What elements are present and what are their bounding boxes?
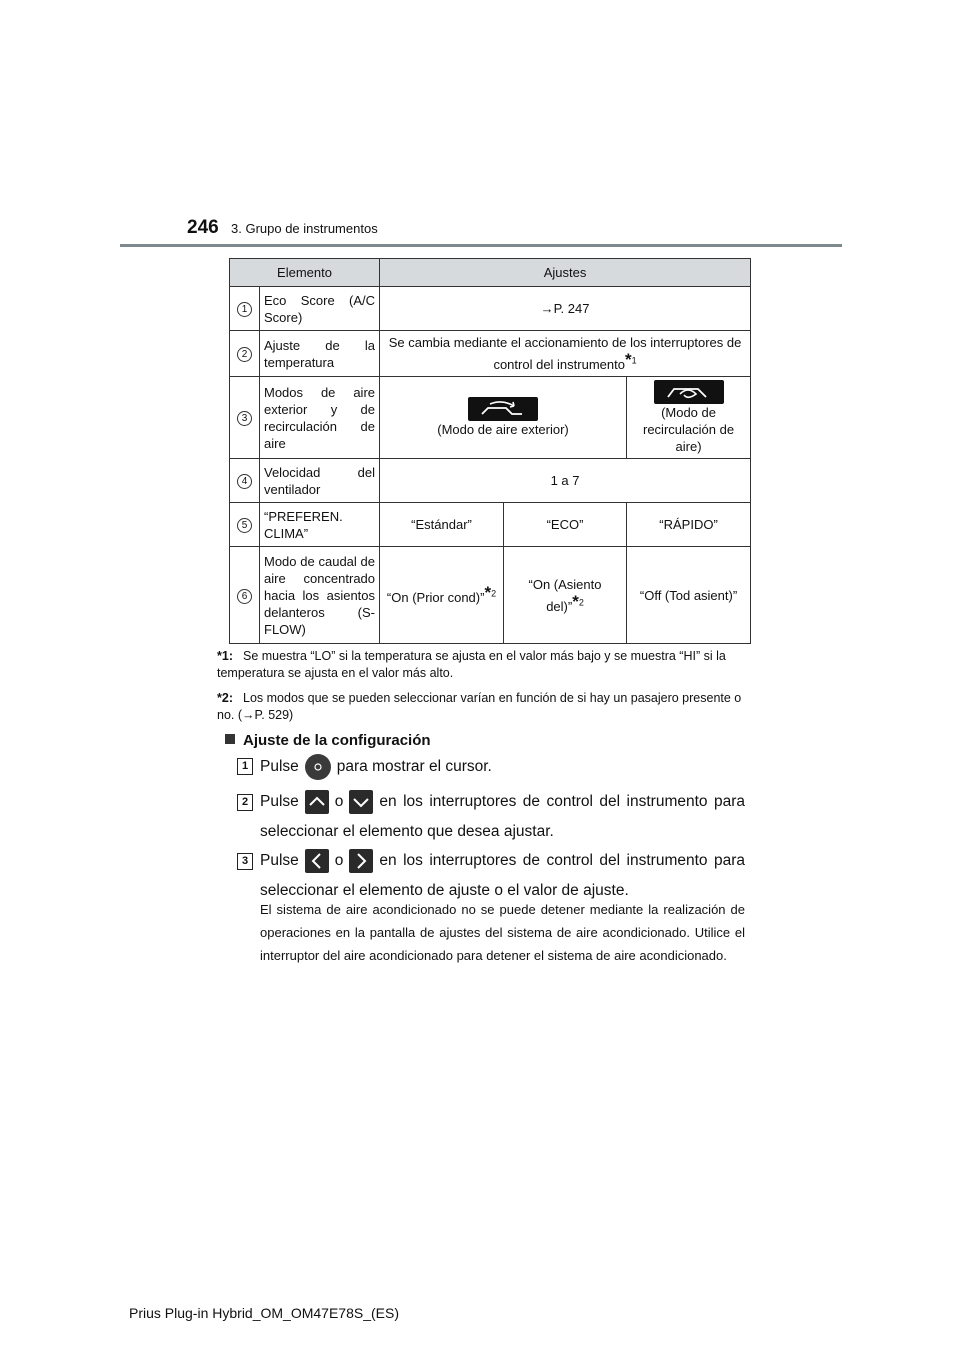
- table-header-row: [230, 259, 751, 287]
- row-number: 6: [237, 589, 252, 604]
- page-reference: P. 247: [553, 301, 590, 316]
- page-number: 246: [187, 217, 219, 238]
- setting-cell: 1 a 7: [380, 459, 751, 503]
- row-number: 5: [237, 518, 252, 533]
- table-row: [230, 503, 751, 547]
- element-cell: Ajuste de la temperatura: [260, 331, 380, 377]
- column-header-element: Elemento: [230, 259, 380, 287]
- procedure-title: Ajuste de la configuración: [243, 732, 431, 749]
- step-2: [260, 787, 745, 847]
- arrow-right-icon: →: [540, 301, 554, 316]
- step-text: Pulse: [260, 852, 299, 869]
- table-row: [230, 287, 751, 331]
- header-divider: [120, 244, 842, 247]
- row-number: 2: [237, 347, 252, 362]
- section-title: 3. Grupo de instrumentos: [231, 221, 378, 236]
- ok-button-icon: [305, 754, 331, 780]
- manual-id: Prius Plug-in Hybrid_OM_OM47E78S_(ES): [129, 1305, 399, 1321]
- element-cell: “PREFEREN. CLIMA”: [260, 503, 380, 547]
- footnote-mark: *2:: [217, 691, 233, 705]
- setting-option: “ECO”: [504, 503, 627, 547]
- footnote-star: *: [484, 583, 492, 602]
- procedure-heading: [225, 732, 431, 749]
- row-number: 1: [237, 302, 252, 317]
- step-text: en los interruptores de control del instrumento para seleccionar el elemento que desea ajustar.: [260, 793, 745, 840]
- setting-cell: [380, 287, 751, 331]
- element-cell: Eco Score (A/C Score): [260, 287, 380, 331]
- footnote-ref: 2: [578, 597, 584, 608]
- step-text: Pulse: [260, 758, 299, 775]
- procedure-note: El sistema de aire acondicionado no se puede detener mediante la realización de operaciones en la pantalla de ajustes del sistema de aire acondicionado. Utilice el interruptor del aire acondicionado para detener el sistema de aire acondicionado.: [260, 902, 745, 963]
- footnote-text: Los modos que se pueden seleccionar varían en función de si hay un pasajero presente o no. (: [217, 691, 742, 722]
- chevron-down-icon: [349, 790, 373, 814]
- setting-option: [380, 377, 627, 459]
- footnote-star: *: [624, 350, 632, 369]
- table-row: [230, 377, 751, 459]
- chevron-up-icon: [305, 790, 329, 814]
- step-number: 1: [237, 758, 253, 775]
- element-cell: Modos de aire exterior y de recirculación de aire: [260, 377, 380, 459]
- option-text: “On (Prior cond)”: [386, 590, 485, 605]
- footnote-1: [217, 648, 747, 682]
- step-1: [260, 752, 745, 782]
- setting-option: “Off (Tod asient)”: [627, 547, 751, 644]
- option-text: “On (Asiento del)”: [528, 576, 602, 614]
- setting-option: “Estándar”: [380, 503, 504, 547]
- table-row: [230, 547, 751, 644]
- settings-table: [229, 258, 751, 644]
- step-number: 2: [237, 794, 253, 811]
- step-3: [260, 846, 745, 906]
- table-row: [230, 331, 751, 377]
- setting-cell: [380, 331, 751, 377]
- footnote-ref: 1: [631, 355, 637, 366]
- setting-text: Se cambia mediante el accionamiento de los interruptores de control del instrumento: [388, 335, 742, 372]
- element-cell: Modo de caudal de aire concentrado hacia los asientos delanteros (S-FLOW): [260, 547, 380, 644]
- setting-option: [627, 377, 751, 459]
- page-reference: P. 529): [254, 708, 294, 722]
- footnote-star: *: [572, 591, 579, 611]
- chevron-right-icon: [349, 849, 373, 873]
- step-number: 3: [237, 853, 253, 870]
- footnote-ref: 2: [491, 588, 497, 599]
- option-label: (Modo de aire exterior): [437, 422, 569, 437]
- setting-option: [380, 547, 504, 644]
- setting-option: “RÁPIDO”: [627, 503, 751, 547]
- arrow-right-icon: →: [242, 708, 255, 722]
- recirculation-mode-icon: [654, 380, 724, 404]
- footnote-2: [217, 690, 747, 724]
- step-text: para mostrar el cursor.: [336, 758, 492, 775]
- setting-option: [504, 547, 627, 644]
- square-bullet-icon: [225, 734, 235, 744]
- row-number: 3: [237, 411, 252, 426]
- step-text: o: [334, 852, 344, 869]
- row-number: 4: [237, 474, 252, 489]
- outside-air-mode-icon: [468, 397, 538, 421]
- step-text: Pulse: [260, 793, 299, 810]
- step-text: o: [334, 793, 344, 810]
- column-header-settings: Ajustes: [380, 259, 751, 287]
- table-row: [230, 459, 751, 503]
- element-cell: Velocidad del ventilador: [260, 459, 380, 503]
- footnote-mark: *1:: [217, 649, 233, 663]
- step-text: en los interruptores de control del instrumento para seleccionar el elemento de ajuste o el valor de ajuste.: [260, 852, 745, 899]
- option-label: (Modo de recirculación de aire): [643, 405, 735, 454]
- footnote-text: Se muestra “LO” si la temperatura se ajusta en el valor más bajo y se muestra “HI” si la temperatura se ajusta en el valor más alto.: [217, 649, 726, 680]
- chevron-left-icon: [305, 849, 329, 873]
